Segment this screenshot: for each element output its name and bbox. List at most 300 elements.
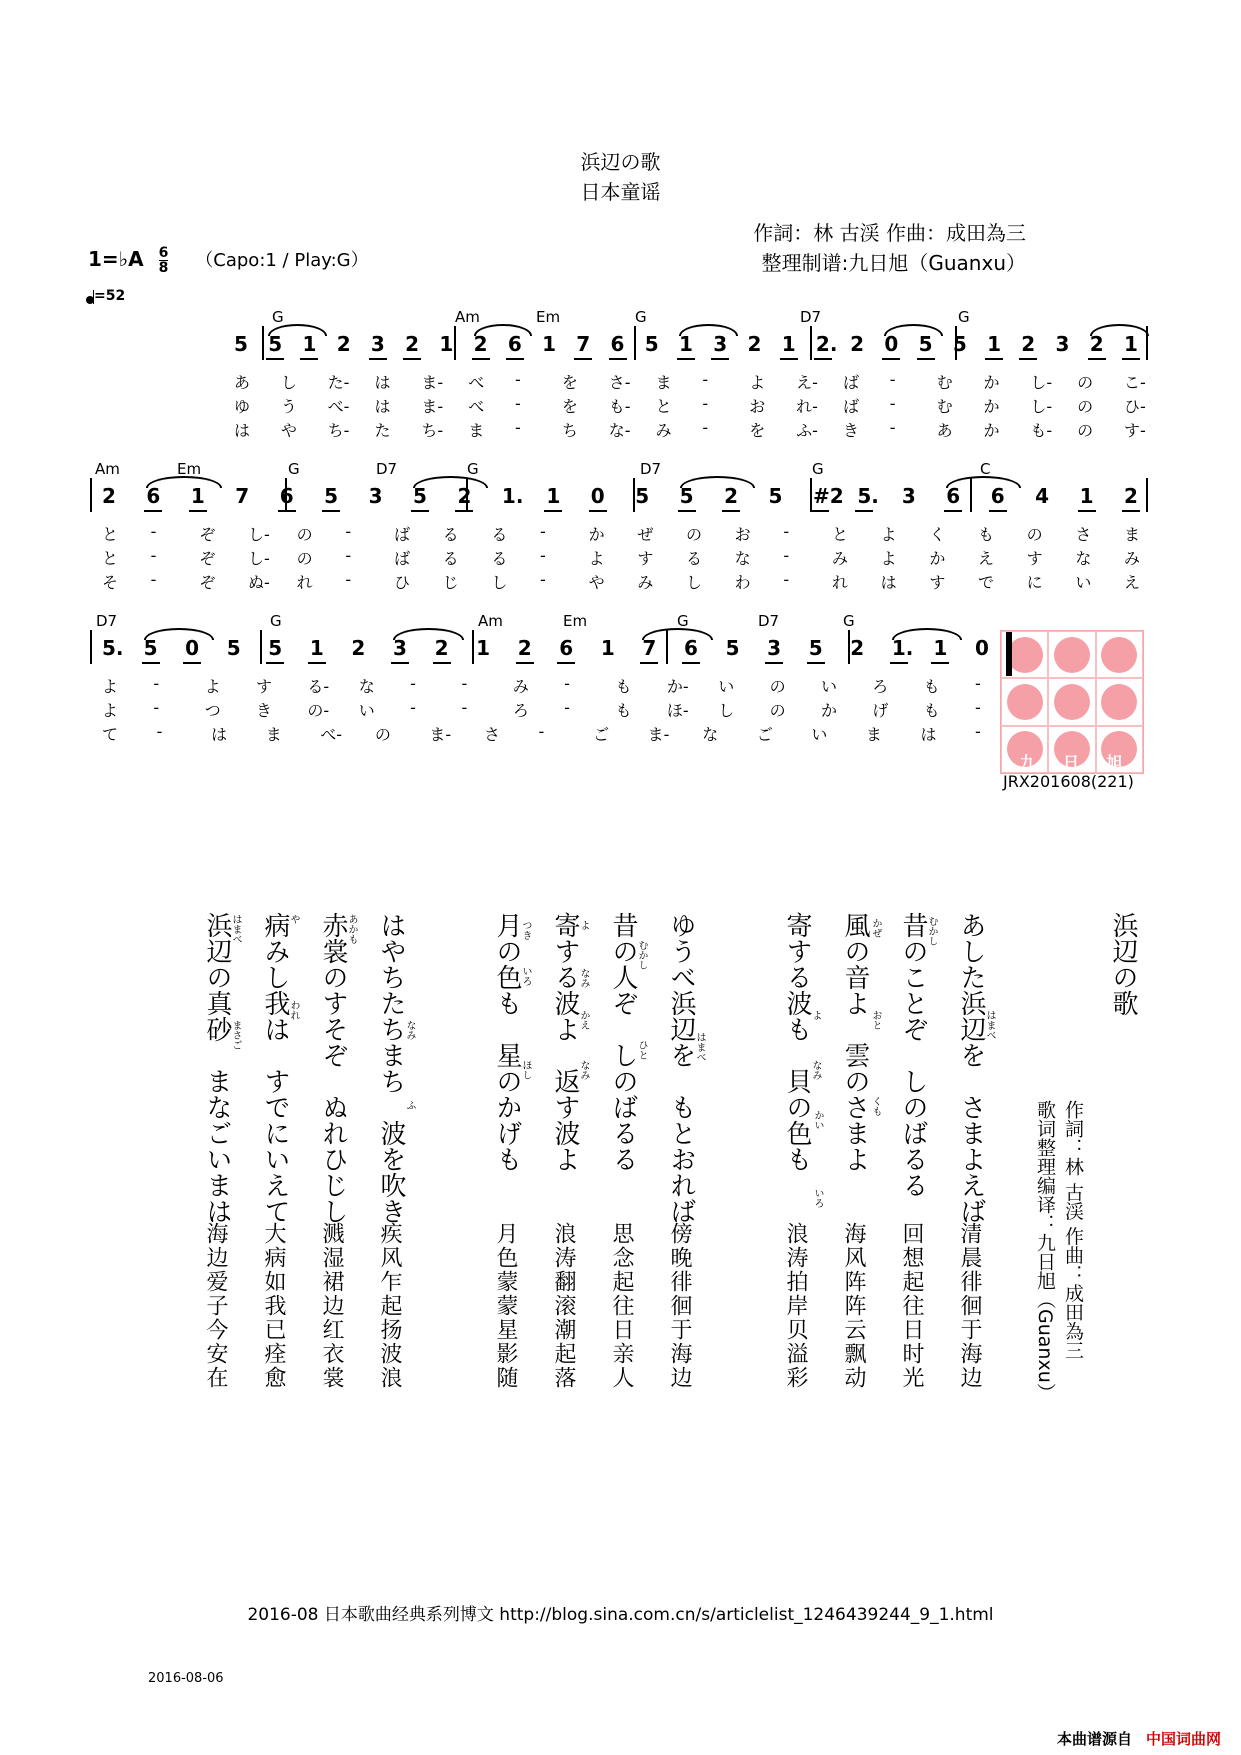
- note: 6: [684, 636, 698, 660]
- lyric-syllable: べ: [468, 373, 485, 392]
- lyric-syllable: -: [540, 570, 546, 589]
- lyric-syllable: や: [280, 421, 297, 440]
- lyric-syllable: -: [345, 546, 352, 565]
- lyric-syllable: も: [923, 701, 940, 720]
- beam: [516, 662, 534, 664]
- furigana: よ: [810, 1010, 821, 1020]
- lyric-syllable: -: [702, 418, 709, 437]
- lyric-syllable: ろ: [512, 701, 529, 720]
- lyric-syllable: げ: [872, 701, 889, 720]
- beam: [557, 662, 575, 664]
- lyric-syllable: ろ: [872, 677, 889, 696]
- beam: [1122, 510, 1140, 512]
- note: 3: [370, 332, 385, 356]
- barline: [1146, 478, 1148, 512]
- note: 5: [635, 484, 650, 508]
- note: 2: [747, 332, 762, 356]
- lyric-syllable: あ: [936, 421, 953, 440]
- lyric-syllable: の: [769, 677, 786, 696]
- chord-symbol: D7: [800, 308, 822, 326]
- note: 1: [542, 332, 556, 356]
- lyric-syllable: お: [734, 525, 751, 544]
- chord-symbol: D7: [758, 612, 780, 630]
- note: 3: [901, 484, 916, 508]
- lyric-syllable: し: [491, 573, 508, 592]
- note: 5: [234, 332, 248, 356]
- note: 2: [457, 484, 472, 508]
- lyric-syllable: ほ-: [666, 701, 689, 720]
- note: 5: [644, 332, 659, 356]
- furigana: なみ: [578, 1060, 589, 1080]
- chord-symbol: G: [467, 460, 479, 478]
- beam: [678, 510, 696, 512]
- furigana: なみ: [578, 968, 589, 988]
- note: 4: [1035, 484, 1050, 508]
- lyric-syllable: し: [718, 701, 735, 720]
- note: 1.: [501, 484, 524, 508]
- furigana: なみ: [404, 1020, 415, 1040]
- beam: [944, 510, 962, 512]
- lyric-syllable: す: [1026, 549, 1043, 568]
- lyric-syllable: -: [889, 370, 896, 389]
- tie: [892, 628, 963, 640]
- lyric-syllable: -: [783, 522, 790, 541]
- beam: [391, 662, 409, 664]
- furigana: や: [288, 914, 299, 924]
- verse1-line4: 寄する波も 貝の色も: [782, 912, 812, 1172]
- beam: [882, 358, 900, 360]
- lyric-syllable: は: [234, 421, 251, 440]
- lyric-syllable: ま-: [647, 725, 670, 744]
- lyric-syllable: じ: [442, 573, 459, 592]
- beam: [544, 510, 562, 512]
- beam: [189, 510, 207, 512]
- lyric-syllable: の: [1077, 421, 1094, 440]
- tempo-value: =52: [94, 288, 126, 304]
- lyric-syllable: -: [515, 370, 521, 389]
- time-bottom: 8: [158, 260, 169, 276]
- lyric-syllable: し-: [248, 525, 270, 544]
- lyric-syllable: -: [975, 674, 981, 693]
- lyric-syllable: -: [975, 722, 981, 741]
- lyric-syllable: ま: [1124, 525, 1141, 544]
- chord-symbol: C: [980, 460, 991, 478]
- tie: [144, 628, 215, 640]
- lyric-syllable: な-: [608, 421, 631, 440]
- beam: [411, 510, 429, 512]
- beam: [144, 510, 162, 512]
- note: 2: [434, 636, 449, 660]
- beam: [322, 510, 340, 512]
- lyric-syllable: に: [1026, 573, 1043, 592]
- note: 1: [476, 636, 491, 660]
- note: 2: [473, 332, 488, 356]
- note: 5: [324, 484, 339, 508]
- note: 0: [590, 484, 605, 508]
- note: 6: [946, 484, 961, 508]
- beam: [855, 510, 873, 512]
- furigana: いろ: [520, 966, 531, 986]
- lyric-syllable: む: [936, 373, 953, 392]
- lyric-syllable: よ: [880, 549, 897, 568]
- vertical-credits-2: 歌词整理编译：九日旭（Guanxu）: [1034, 1100, 1056, 1402]
- note: 5: [679, 484, 694, 508]
- beam: [711, 358, 729, 360]
- trans3-line2: 溅湿裙边红衣裳: [319, 1222, 344, 1390]
- barline: [634, 326, 636, 360]
- chord-symbol: G: [958, 308, 970, 326]
- chord-symbol: Em: [536, 308, 561, 326]
- beam: [807, 662, 825, 664]
- vertical-credits-1: 作詞：林 古渓 作曲：成田為三: [1062, 1100, 1084, 1360]
- lyric-syllable: ま: [265, 725, 282, 744]
- credit-arranger: 整理制谱:九日旭（Guanxu）: [761, 251, 1026, 275]
- lyric-syllable: さ: [1075, 525, 1092, 544]
- lyric-syllable: し: [280, 373, 297, 392]
- note: 5: [918, 332, 933, 356]
- barline: [810, 326, 812, 360]
- beam: [369, 358, 387, 360]
- note: #2: [812, 484, 844, 508]
- lyric-syllable: る: [442, 525, 459, 544]
- lyric-syllable: つ: [204, 701, 221, 720]
- note: 1: [987, 332, 1001, 356]
- vertical-title: 浜辺の歌: [1108, 912, 1138, 1016]
- lyric-syllable: こ-: [1124, 373, 1146, 392]
- furigana: ほし: [520, 1060, 531, 1080]
- furigana: はまべ: [230, 914, 241, 944]
- barline: [90, 630, 92, 664]
- lyric-syllable: の: [769, 701, 786, 720]
- lyric-syllable: ふ-: [796, 421, 818, 440]
- lyric-syllable: -: [345, 522, 352, 541]
- barline: [262, 326, 264, 360]
- lyric-syllable: ぞ: [199, 525, 216, 544]
- note: 1: [190, 484, 205, 508]
- lyric-syllable: と: [102, 525, 119, 544]
- lyric-syllable: の: [374, 725, 391, 744]
- lyric-syllable: ま: [468, 421, 485, 440]
- lyric-syllable: え: [978, 549, 995, 568]
- note: 1: [546, 484, 561, 508]
- furigana: われ: [288, 1000, 299, 1020]
- note: 5: [413, 484, 427, 508]
- lyric-syllable: ば: [394, 549, 411, 568]
- lyric-syllable: の: [296, 525, 313, 544]
- note: 1: [933, 636, 948, 660]
- lyric-syllable: な: [734, 549, 751, 568]
- verse3-line4: 浜辺の真砂 まなごいまは: [202, 912, 232, 1224]
- trans2-line1: 傍晚徘徊于海边: [667, 1222, 692, 1390]
- lyric-syllable: -: [702, 394, 709, 413]
- lyric-syllable: か: [929, 549, 946, 568]
- lyric-syllable: る: [442, 549, 459, 568]
- lyric-syllable: ま-: [421, 373, 444, 392]
- lyric-syllable: ま-: [429, 725, 452, 744]
- lyric-syllable: を: [749, 421, 766, 440]
- lyric-syllable: さ: [483, 725, 500, 744]
- trans3-line1: 疾风乍起扬波浪: [377, 1222, 402, 1390]
- lyric-syllable: は: [374, 397, 391, 416]
- verse2-line2: 昔の人ぞ しのばるる: [608, 912, 638, 1172]
- lyric-syllable: と: [832, 525, 849, 544]
- lyric-syllable: み: [1124, 549, 1141, 568]
- beam: [266, 662, 284, 664]
- trans2-line3: 浪涛翻滚潮起落: [551, 1222, 576, 1390]
- note: 2: [405, 332, 420, 356]
- lyric-syllable: も: [923, 677, 940, 696]
- barline: [810, 478, 812, 512]
- furigana: おと: [870, 1010, 881, 1030]
- beam: [985, 358, 1003, 360]
- furigana: なみ: [810, 1060, 821, 1080]
- note: 6: [146, 484, 161, 508]
- barline: [454, 326, 456, 360]
- furigana: あかも: [346, 914, 357, 944]
- lyric-syllable: も: [615, 701, 632, 720]
- lyric-syllable: ち-: [327, 421, 350, 440]
- time-signature: [159, 246, 169, 275]
- lyric-syllable: ひ: [394, 573, 411, 592]
- lyric-syllable: か-: [666, 677, 689, 696]
- note: 5.: [102, 636, 124, 660]
- barline: [260, 630, 262, 664]
- lyric-syllable: -: [410, 698, 416, 717]
- verse3-line2: 赤裳のすそぞ ぬれひじし: [318, 912, 348, 1224]
- beam: [1122, 358, 1140, 360]
- lyric-syllable: わ: [734, 573, 751, 592]
- lyric-syllable: -: [889, 418, 896, 437]
- print-date: 2016-08-06: [148, 1671, 224, 1686]
- chord-symbol: D7: [96, 612, 118, 630]
- lyric-syllable: か: [983, 397, 1000, 416]
- note: 2: [1089, 332, 1104, 356]
- beam: [455, 510, 473, 512]
- trans3-line3: 大病如我已痊愈: [261, 1222, 286, 1390]
- lyric-syllable: の: [686, 525, 703, 544]
- credits-block: [753, 218, 1026, 278]
- beam: [403, 358, 421, 360]
- tie: [393, 628, 464, 640]
- lyric-syllable: も: [978, 525, 995, 544]
- lyric-syllable: い: [358, 701, 375, 720]
- lyric-syllable: い: [1075, 573, 1092, 592]
- tie: [680, 476, 755, 488]
- lyric-syllable: べ-: [320, 725, 343, 744]
- lyric-syllable: -: [153, 674, 160, 693]
- lyric-syllable: も: [615, 677, 632, 696]
- note: 1: [1079, 484, 1094, 508]
- lyric-syllable: ぬ-: [248, 573, 270, 592]
- lyric-syllable: の: [1026, 525, 1043, 544]
- note: 1: [309, 636, 324, 660]
- lyric-syllable: の-: [307, 701, 330, 720]
- lyric-syllable: そ: [102, 573, 119, 592]
- lyric-syllable: は: [920, 725, 937, 744]
- furigana: まさご: [230, 1020, 241, 1050]
- note: 6: [990, 484, 1005, 508]
- lyric-syllable: る-: [307, 677, 330, 696]
- tie: [884, 324, 943, 336]
- lyric-syllable: す: [256, 677, 273, 696]
- note: 5: [268, 636, 283, 660]
- lyric-syllable: か: [588, 525, 605, 544]
- tie: [146, 476, 221, 488]
- furigana: はまべ: [694, 1032, 705, 1062]
- lyric-syllable: か: [820, 701, 837, 720]
- lyric-syllable: ば: [842, 373, 859, 392]
- lyric-syllable: で: [978, 573, 995, 592]
- note: 5: [268, 332, 283, 356]
- lyric-syllable: ご: [593, 725, 610, 744]
- lyric-syllable: え-: [796, 373, 818, 392]
- score-id: JRX201608(221): [1003, 772, 1134, 791]
- lyric-syllable: す-: [1124, 421, 1146, 440]
- lyric-syllable: -: [783, 570, 790, 589]
- note: 5: [725, 636, 740, 660]
- lyric-syllable: え: [1124, 573, 1141, 592]
- note: 6: [610, 332, 625, 356]
- lyric-syllable: お: [749, 397, 766, 416]
- verse3-line3: 病みし我は すでにいえて: [260, 912, 290, 1224]
- source-credit: [1057, 1728, 1221, 1749]
- furigana: かぜ: [870, 918, 881, 938]
- lyric-syllable: し-: [1030, 373, 1053, 392]
- note: 2.: [815, 332, 838, 356]
- chord-symbol: D7: [640, 460, 662, 478]
- verse2-line3: 寄する波よ 返す波よ: [550, 912, 580, 1172]
- beam: [278, 510, 296, 512]
- lyric-syllable: よ: [204, 677, 221, 696]
- lyric-syllable: み: [832, 549, 849, 568]
- final-barline: [1006, 632, 1012, 676]
- tempo-mark: [86, 288, 125, 304]
- note: 1: [679, 332, 693, 356]
- lyric-syllable: ま: [865, 725, 882, 744]
- capo-info: （Capo:1 / Play:G）: [195, 250, 369, 271]
- lyric-syllable: べ-: [327, 397, 350, 416]
- chord-symbol: Am: [95, 460, 120, 478]
- lyric-syllable: ち: [561, 421, 578, 440]
- tie: [946, 476, 1021, 488]
- lyric-syllable: は: [211, 725, 228, 744]
- note: 6: [279, 484, 294, 508]
- lyric-syllable: ゆ: [234, 397, 251, 416]
- furigana: くも: [870, 1096, 881, 1116]
- furigana: つき: [520, 920, 531, 940]
- chord-symbol: Em: [563, 612, 588, 630]
- beam: [142, 662, 160, 664]
- key-signature: [88, 246, 369, 275]
- song-title: 浜辺の歌: [580, 150, 661, 174]
- lyric-syllable: -: [538, 722, 545, 741]
- lyric-syllable: -: [889, 394, 896, 413]
- beam: [1019, 358, 1037, 360]
- note: 1.: [891, 636, 914, 660]
- lyric-syllable: -: [975, 698, 981, 717]
- note: 0: [975, 636, 989, 660]
- lyric-syllable: ぞ: [199, 549, 216, 568]
- beam: [814, 358, 832, 360]
- lyric-syllable: -: [153, 698, 160, 717]
- lyric-syllable: を: [561, 397, 578, 416]
- trans1-line2: 回想起往日时光: [899, 1222, 924, 1390]
- lyric-syllable: ひ-: [1124, 397, 1146, 416]
- note: 2: [351, 636, 366, 660]
- barline: [90, 478, 92, 512]
- lyric-syllable: -: [345, 570, 352, 589]
- furigana: かえ: [578, 1010, 589, 1030]
- lyric-syllable: べ: [468, 397, 485, 416]
- lyric-syllable: か: [983, 421, 1000, 440]
- tie: [1090, 324, 1149, 336]
- verse1-line1: あした浜辺を さまよえば: [956, 912, 986, 1224]
- lyric-syllable: い: [811, 725, 828, 744]
- lyric-syllable: き: [256, 701, 273, 720]
- note: 2: [517, 636, 532, 660]
- lyric-syllable: れ-: [796, 397, 818, 416]
- furigana: ひと: [636, 1040, 647, 1060]
- note: 2: [850, 636, 865, 660]
- barline: [472, 630, 474, 664]
- lyric-syllable: る: [686, 549, 703, 568]
- lyric-syllable: い: [820, 677, 837, 696]
- lyric-syllable: る: [491, 525, 508, 544]
- trans2-line4: 月色蒙蒙星影随: [493, 1222, 518, 1390]
- lyric-syllable: -: [461, 698, 468, 717]
- lyric-syllable: あ: [234, 373, 251, 392]
- lyric-syllable: よ: [102, 677, 119, 696]
- verse2-line1: ゆうべ浜辺を もとおれば: [666, 912, 696, 1224]
- lyric-syllable: み: [637, 573, 654, 592]
- verse3-line1: はやちたちまち 波を吹き: [376, 912, 406, 1224]
- note: 3: [713, 332, 728, 356]
- beam: [917, 358, 935, 360]
- chord-symbol: G: [812, 460, 824, 478]
- chord-symbol: Am: [478, 612, 503, 630]
- lyric-syllable: は: [880, 573, 897, 592]
- beam: [780, 358, 798, 360]
- note: 2: [850, 332, 865, 356]
- note: 5: [952, 332, 967, 356]
- lyric-syllable: よ: [102, 701, 119, 720]
- note: 1: [781, 332, 796, 356]
- note: 5: [768, 484, 783, 508]
- note: 6: [507, 332, 522, 356]
- source-site: 中国词曲网: [1145, 1730, 1221, 1748]
- beam: [609, 358, 627, 360]
- note: 3: [368, 484, 383, 508]
- lyric-syllable: ば: [842, 397, 859, 416]
- lyric-syllable: -: [540, 522, 546, 541]
- chord-symbol: G: [677, 612, 689, 630]
- note: 0: [185, 636, 200, 660]
- lyric-syllable: な: [358, 677, 375, 696]
- beam: [266, 358, 284, 360]
- lyric-syllable: -: [564, 698, 570, 717]
- beam: [1078, 510, 1096, 512]
- lyric-syllable: み: [512, 677, 529, 696]
- note: 3: [1055, 332, 1070, 356]
- beam: [506, 358, 524, 360]
- beam: [677, 358, 695, 360]
- note: 2: [102, 484, 116, 508]
- beam: [722, 510, 740, 512]
- lyric-syllable: た-: [327, 373, 350, 392]
- chord-symbol: G: [270, 612, 282, 630]
- furigana: いろ: [812, 1188, 823, 1208]
- furigana: よ: [578, 920, 589, 930]
